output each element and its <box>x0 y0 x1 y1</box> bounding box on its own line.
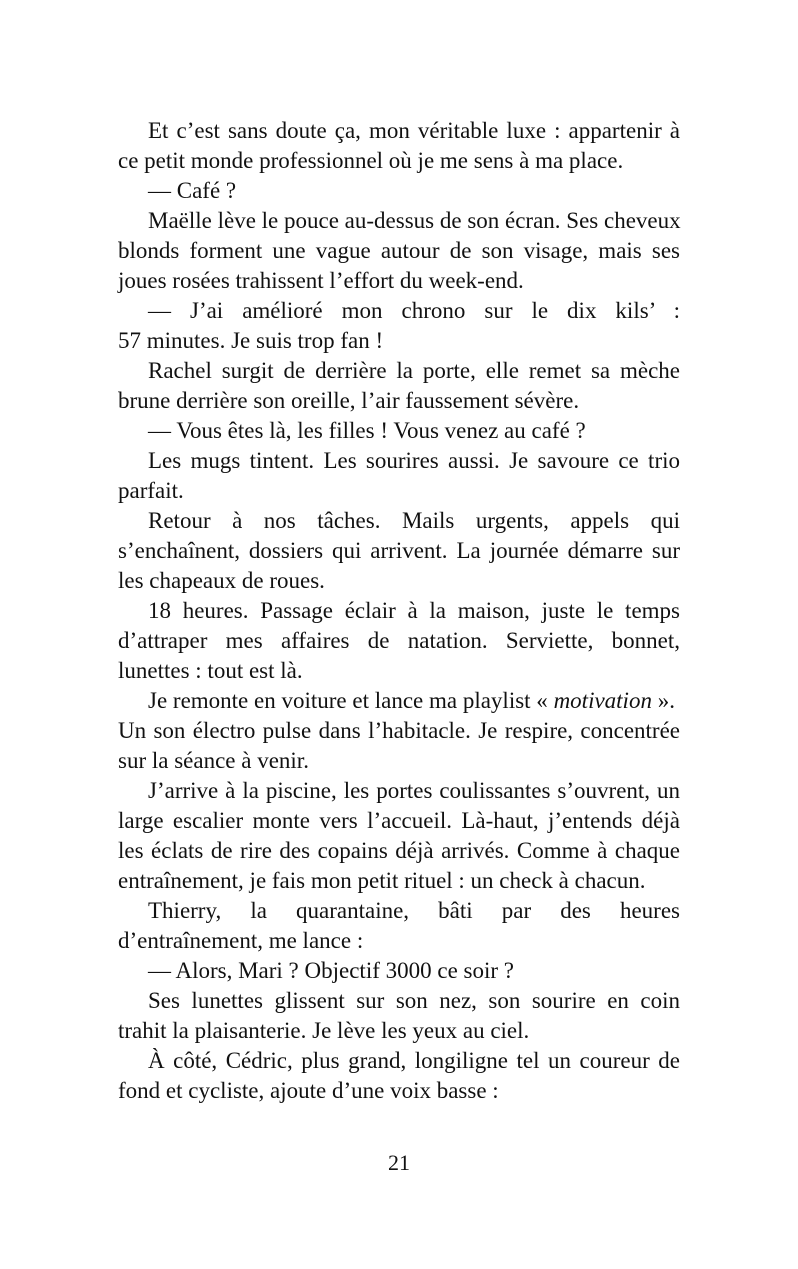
text-line: — J’ai amélioré mon chrono sur le dix kils’ : <box>148 298 680 323</box>
playlist-lead: Je remonte en voiture et lance ma playlist « <box>148 688 554 713</box>
text-line: — Café ? <box>148 178 237 203</box>
text-line: — Vous êtes là, les filles ! Vous venez au café ? <box>148 418 586 443</box>
text-line: Retour à nos tâches. Mails urgents, appels qui <box>148 508 680 533</box>
text-line: 18 heures. Passage éclair à la maison, juste le temps <box>148 598 680 623</box>
text-line: Ses lunettes glissent sur son nez, son sourire en coin <box>148 988 680 1013</box>
text-line: Rachel surgit de derrière la porte, elle remet sa mèche <box>148 358 680 383</box>
text-line: sur la séance à venir. <box>118 748 309 773</box>
text-line: fond et cycliste, ajoute d’une voix basse : <box>118 1078 499 1103</box>
text-line: — Alors, Mari ? Objectif 3000 ce soir ? <box>148 958 514 983</box>
text-line: entraînement, je fais mon petit rituel : un check à chacun. <box>118 868 646 893</box>
text-line: J’arrive à la piscine, les portes coulissantes s’ouvrent, un <box>148 778 680 803</box>
playlist-close: ». <box>651 688 675 713</box>
text-line: joues rosées trahissent l’effort du week-end. <box>118 268 524 293</box>
text-line: parfait. <box>118 478 184 503</box>
text-line: blonds forment une vague autour de son visage, mais ses <box>118 238 680 263</box>
text-line: Maëlle lève le pouce au-dessus de son écran. Ses cheveux <box>148 208 681 233</box>
text-line: À côté, Cédric, plus grand, longiligne tel un coureur de <box>148 1048 680 1073</box>
text-line: s’enchaînent, dossiers qui arrivent. La journée démarre sur <box>118 538 680 563</box>
text-line: Et c’est sans doute ça, mon véritable luxe : appartenir à <box>148 118 680 143</box>
text-line: ce petit monde professionnel où je me sens à ma place. <box>118 148 624 173</box>
text-line: Un son électro pulse dans l’habitacle. Je respire, concentrée <box>118 718 680 743</box>
page-number: 21 <box>388 1150 410 1175</box>
text-line: lunettes : tout est là. <box>118 658 303 683</box>
text-line-playlist <box>118 686 680 716</box>
text-line: Les mugs tintent. Les sourires aussi. Je savoure ce trio <box>148 448 680 473</box>
text-line: brune derrière son oreille, l’air faussement sévère. <box>118 388 580 413</box>
text-line: d’attraper mes affaires de natation. Serviette, bonnet, <box>118 628 680 653</box>
text-line: les chapeaux de roues. <box>118 568 325 593</box>
text-line: large escalier monte vers l’accueil. Là-haut, j’entends déjà <box>118 808 680 833</box>
body-text <box>118 116 680 1106</box>
text-line: les éclats de rire des copains déjà arrivés. Comme à chaque <box>118 838 680 863</box>
text-line: d’entraînement, me lance : <box>118 928 364 953</box>
text-line: 57 minutes. Je suis trop fan ! <box>118 328 384 353</box>
text-line: Thierry, la quarantaine, bâti par des heures <box>148 898 680 923</box>
playlist-name: motivation <box>553 688 652 713</box>
text-line: trahit la plaisanterie. Je lève les yeux au ciel. <box>118 1018 530 1043</box>
